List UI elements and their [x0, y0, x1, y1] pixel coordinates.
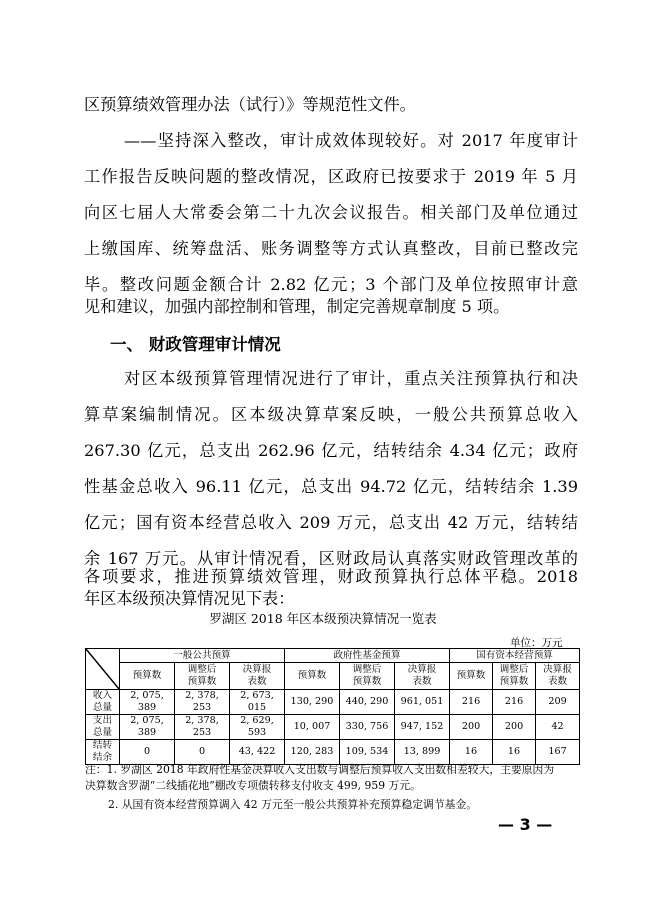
- group-header: 一般公共预算: [120, 649, 285, 663]
- section-heading: 一、 财政管理审计情况: [110, 335, 281, 354]
- table-unit: 单位：万元: [510, 637, 563, 649]
- page-number: — 3 —: [498, 815, 553, 834]
- table-row: [86, 715, 580, 740]
- table-cell: 10, 007: [285, 715, 340, 740]
- table-cell: 2, 075, 389: [120, 715, 175, 740]
- table-cell: 109, 534: [340, 740, 395, 765]
- paragraph-line: 见和建议，加强内部控制和管理，制定完善规章制度 5 项。: [84, 297, 510, 316]
- table-cell: 330, 756: [340, 715, 395, 740]
- sub-header: 决算报 表数: [395, 663, 450, 690]
- sub-header: 调整后 预算数: [175, 663, 230, 690]
- table-cell: 947, 152: [395, 715, 450, 740]
- paragraph-line: 余 167 万元。从审计情况看，区财政局认真落实财政管理改革的: [84, 549, 578, 568]
- paragraph-line: 毕。整改问题金额合计 2.82 亿元；3 个部门及单位按照审计意: [84, 275, 578, 294]
- table-cell: 440, 290: [340, 690, 395, 715]
- sub-header: 预算数: [285, 663, 340, 690]
- table-row: [86, 740, 580, 765]
- table-note: 2. 从国有资本经营预算调入 42 万元至一般公共预算补充预算稳定调节基金。: [108, 798, 478, 811]
- paragraph-line: 各项要求，推进预算绩效管理，财政预算执行总体平稳。2018: [84, 567, 578, 586]
- diagonal-line: [86, 649, 119, 689]
- paragraph-line: 性基金总收入 96.11 亿元，总支出 94.72 亿元，结转结余 1.39: [84, 477, 578, 496]
- table-cell: 2, 075, 389: [120, 690, 175, 715]
- table-cell: 43, 422: [230, 740, 285, 765]
- paragraph-line: ——坚持深入整改，审计成效体现较好。对 2017 年度审计: [124, 131, 578, 150]
- row-label: 收入 总量: [86, 690, 120, 715]
- table-cell: 130, 290: [285, 690, 340, 715]
- paragraph-line: 向区七届人大常委会第二十九次会议报告。相关部门及单位通过: [84, 203, 578, 222]
- table-cell: 16: [450, 740, 493, 765]
- table-cell: 216: [493, 690, 536, 715]
- table-note: 注：1. 罗湖区 2018 年政府性基金决算收入支出数与调整后预算收入支出数相差较大，主要原因为: [85, 763, 555, 776]
- table-cell: 0: [120, 740, 175, 765]
- table-cell: 2, 378, 253: [175, 715, 230, 740]
- table-cell: 961, 051: [395, 690, 450, 715]
- table-cell: 2, 378, 253: [175, 690, 230, 715]
- table-row: [86, 690, 580, 715]
- paragraph-line: 上缴国库、统筹盘活、账务调整等方式认真整改，目前已整改完: [84, 239, 578, 258]
- table-cell: 200: [450, 715, 493, 740]
- sub-header: 调整后 预算数: [340, 663, 395, 690]
- table-cell: 120, 283: [285, 740, 340, 765]
- table-note: 决算数含罗湖“二线插花地”棚改专项债转移支付收支 499, 959 万元。: [85, 779, 421, 792]
- table-cell: 42: [536, 715, 580, 740]
- table-cell: 0: [175, 740, 230, 765]
- sub-header: 预算数: [120, 663, 175, 690]
- table-cell: 16: [493, 740, 536, 765]
- budget-table: [85, 648, 580, 765]
- paragraph-line: 算草案编制情况。区本级决算草案反映，一般公共预算总收入: [84, 405, 578, 424]
- paragraph-line: 亿元；国有资本经营总收入 209 万元，总支出 42 万元，结转结: [84, 513, 578, 532]
- table-cell: 2, 629, 593: [230, 715, 285, 740]
- row-label: 结转 结余: [86, 740, 120, 765]
- paragraph-line: 对区本级预算管理情况进行了审计，重点关注预算执行和决: [124, 369, 578, 388]
- sub-header: 调整后 预算数: [493, 663, 536, 690]
- group-header: 国有资本经营预算: [450, 649, 580, 663]
- table-cell: 200: [493, 715, 536, 740]
- row-label: 支出 总量: [86, 715, 120, 740]
- table-cell: 216: [450, 690, 493, 715]
- table-title: 罗湖区 2018 年区本级预决算情况一览表: [209, 611, 437, 626]
- table-corner-cell: [86, 649, 120, 690]
- table-cell: 2, 673, 015: [230, 690, 285, 715]
- table-cell: 167: [536, 740, 580, 765]
- table-cell: 13, 899: [395, 740, 450, 765]
- sub-header: 预算数: [450, 663, 493, 690]
- group-header: 政府性基金预算: [285, 649, 450, 663]
- sub-header: 决算报 表数: [536, 663, 580, 690]
- table-cell: 209: [536, 690, 580, 715]
- paragraph-line: 区预算绩效管理办法（试行）》等规范性文件。: [84, 95, 416, 114]
- paragraph-line: 工作报告反映问题的整改情况，区政府已按要求于 2019 年 5 月: [84, 167, 578, 186]
- sub-header: 决算报 表数: [230, 663, 285, 690]
- paragraph-line: 年区本级预决算情况见下表：: [84, 589, 295, 608]
- paragraph-line: 267.30 亿元，总支出 262.96 亿元，结转结余 4.34 亿元；政府: [84, 441, 578, 460]
